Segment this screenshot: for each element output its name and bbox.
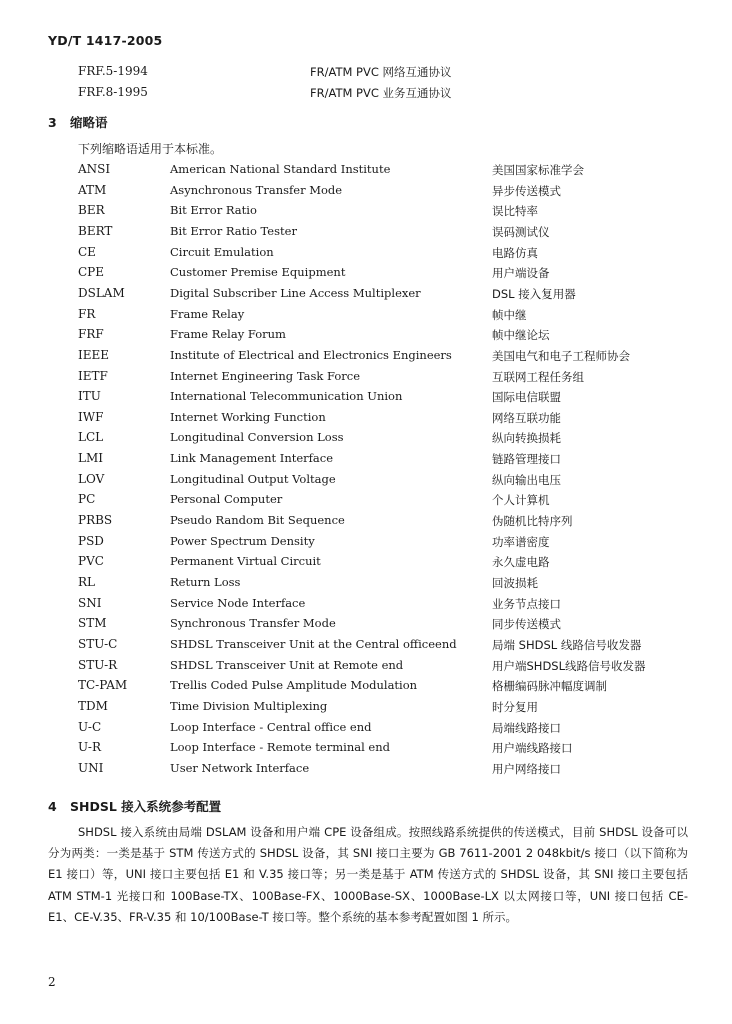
- abbreviation-english: International Telecommunication Union: [170, 389, 403, 404]
- abbreviation-chinese: 链路管理接口: [492, 452, 561, 467]
- abbreviation-chinese: 电路仿真: [492, 245, 538, 260]
- reference-row: [78, 64, 678, 82]
- abbreviation-term: DSLAM: [78, 285, 125, 300]
- abbreviation-chinese: 回波损耗: [492, 576, 538, 590]
- abbreviation-english: Asynchronous Transfer Mode: [170, 182, 343, 197]
- abbreviation-chinese: 伪随机比特序列: [492, 514, 573, 529]
- abbreviation-chinese: 用户端SHDSL线路信号收发器: [492, 658, 646, 673]
- abbreviation-english: Frame Relay: [170, 306, 245, 321]
- abbreviation-english: Synchronous Transfer Mode: [170, 616, 336, 631]
- section-4-heading: [48, 797, 221, 815]
- abbreviation-english: Longitudinal Conversion Loss: [170, 430, 344, 445]
- reference-code: FRF.5-1994: [78, 64, 148, 78]
- abbreviation-term: TC-PAM: [78, 678, 128, 693]
- abbreviation-term: CPE: [78, 265, 105, 280]
- abbreviation-row: [0, 430, 732, 451]
- abbreviation-row: [0, 492, 732, 513]
- abbreviation-chinese: 美国电气和电子工程师协会: [492, 348, 630, 363]
- abbreviation-chinese: 格栅编码脉冲幅度调制: [492, 679, 607, 694]
- abbreviation-english: Longitudinal Output Voltage: [170, 471, 336, 486]
- abbreviation-chinese: DSL 接入复用器: [492, 286, 576, 301]
- abbreviation-chinese: 网络互联功能: [492, 410, 561, 425]
- reference-title: FR/ATM PVC 网络互通协议: [310, 65, 452, 79]
- reference-title: FR/ATM PVC 业务互通协议: [310, 86, 452, 100]
- abbreviation-row: [0, 245, 732, 266]
- abbreviation-term: BERT: [78, 223, 113, 238]
- abbreviation-chinese: 局端线路接口: [492, 720, 561, 735]
- reference-code: FRF.8-1995: [78, 85, 148, 99]
- abbreviation-intro: 下列缩略语适用于本标准。: [78, 142, 223, 156]
- abbreviation-row: [0, 369, 732, 390]
- abbreviation-term: LCL: [78, 430, 104, 445]
- standard-id-header: YD/T 1417-2005: [48, 33, 163, 48]
- abbreviation-term: TDM: [78, 698, 108, 713]
- abbreviation-term: PRBS: [78, 513, 113, 528]
- abbreviation-chinese: 误比特率: [492, 204, 538, 219]
- abbreviation-term: SNI: [78, 595, 102, 610]
- abbreviation-chinese: 纵向输出电压: [492, 472, 561, 487]
- abbreviation-chinese: 个人计算机: [492, 493, 550, 508]
- abbreviation-term: LMI: [78, 451, 103, 466]
- abbreviation-term: STU-C: [78, 636, 118, 651]
- abbreviation-row: [0, 616, 732, 637]
- abbreviation-term: BER: [78, 203, 105, 218]
- abbreviation-chinese: 业务节点接口: [492, 596, 561, 611]
- abbreviation-english: SHDSL Transceiver Unit at the Central officeend: [170, 636, 457, 651]
- abbreviation-row: [0, 224, 732, 245]
- abbreviation-row: [0, 720, 732, 741]
- abbreviation-english: Internet Working Function: [170, 409, 326, 424]
- abbreviation-chinese: 用户网络接口: [492, 761, 561, 776]
- abbreviation-term: FRF: [78, 327, 104, 342]
- abbreviation-chinese: 异步传送模式: [492, 183, 561, 198]
- abbreviation-row: [0, 513, 732, 534]
- abbreviation-row: [0, 678, 732, 699]
- abbreviation-row: [0, 389, 732, 410]
- abbreviation-english: Permanent Virtual Circuit: [170, 554, 321, 569]
- abbreviation-term: UNI: [78, 760, 104, 775]
- abbreviation-term: FR: [78, 306, 96, 321]
- abbreviation-english: Customer Premise Equipment: [170, 265, 346, 280]
- abbreviation-chinese: 永久虚电路: [492, 555, 550, 570]
- abbreviation-term: ANSI: [78, 162, 111, 176]
- abbreviation-row: [0, 575, 732, 596]
- abbreviation-row: [0, 554, 732, 575]
- abbreviation-chinese: 帧中继论坛: [492, 328, 550, 343]
- abbreviation-term: ITU: [78, 389, 101, 404]
- section-number: 4: [48, 799, 57, 814]
- abbreviation-english: Circuit Emulation: [170, 244, 274, 259]
- abbreviation-term: IETF: [78, 368, 108, 383]
- abbreviation-row: [0, 596, 732, 617]
- abbreviation-chinese: 美国国家标准学会: [492, 163, 584, 177]
- abbreviation-chinese: 功率谱密度: [492, 534, 550, 549]
- section-3-heading: [48, 113, 108, 131]
- abbreviation-term: ATM: [78, 182, 107, 197]
- abbreviation-row: [0, 183, 732, 204]
- abbreviation-chinese: 国际电信联盟: [492, 390, 561, 405]
- abbreviation-row: [0, 203, 732, 224]
- abbreviation-english: Personal Computer: [170, 492, 283, 507]
- abbreviation-row: [0, 472, 732, 493]
- abbreviation-row: [0, 327, 732, 348]
- abbreviation-english: Digital Subscriber Line Access Multiplexer: [170, 285, 421, 300]
- abbreviation-english: American National Standard Institute: [170, 162, 391, 176]
- abbreviation-english: Link Management Interface: [170, 451, 334, 466]
- abbreviation-english: Power Spectrum Density: [170, 533, 315, 548]
- section-4-paragraph: SHDSL 接入系统由局端 DSLAM 设备和用户端 CPE 设备组成。按照线路系统提供的传送模式，目前 SHDSL 设备可以分为两类：一类是基于 STM 传送方式的 SHDSL 设备，其 SNI 接口主要为 GB 7611-2001 2 048kbit/s 接口（以下简称为 E1 接口）等，UNI 接口主要包括 E1 和 V.35 接口等；另一类是基于 ATM 传送方式的 SHDSL 设备，其 SNI 接口主要包括 ATM STM-1 光接口和 100Base-TX、100Base-FX、1000Base-SX、1000Base-LX 以太网接口等，UNI 接口包括 CE-E1、CE-V.35、FR-V.35 和 10/100Base-T 接口等。整个系统的基本参考配置如图 1 所示。: [48, 825, 688, 924]
- abbreviation-english: Loop Interface - Remote terminal end: [170, 740, 390, 755]
- abbreviation-term: IWF: [78, 409, 104, 424]
- abbreviation-row: [0, 637, 732, 658]
- abbreviation-row: [0, 761, 732, 782]
- abbreviation-term: U-C: [78, 719, 102, 734]
- abbreviation-row: [0, 410, 732, 431]
- abbreviation-row: [0, 740, 732, 761]
- abbreviation-english: SHDSL Transceiver Unit at Remote end: [170, 657, 404, 672]
- abbreviation-row: [0, 658, 732, 679]
- abbreviation-row: [0, 534, 732, 555]
- abbreviation-english: Pseudo Random Bit Sequence: [170, 513, 345, 528]
- abbreviation-term: STM: [78, 616, 107, 631]
- reference-row: [78, 85, 678, 103]
- abbreviation-term: PVC: [78, 554, 104, 569]
- abbreviation-english: Frame Relay Forum: [170, 327, 286, 342]
- abbreviation-term: STU-R: [78, 657, 118, 672]
- abbreviation-english: Institute of Electrical and Electronics Engineers: [170, 347, 452, 362]
- abbreviation-term: LOV: [78, 471, 105, 486]
- abbreviation-chinese: 互联网工程任务组: [492, 369, 584, 384]
- abbreviation-english: User Network Interface: [170, 760, 310, 775]
- section-number: 3: [48, 115, 57, 130]
- abbreviation-chinese: 用户端设备: [492, 266, 550, 281]
- abbreviation-term: PC: [78, 492, 96, 507]
- page-number: 2: [48, 975, 56, 989]
- abbreviation-english: Bit Error Ratio Tester: [170, 223, 297, 238]
- abbreviation-term: RL: [78, 575, 96, 589]
- section-title: SHDSL 接入系统参考配置: [70, 799, 222, 814]
- abbreviation-english: Internet Engineering Task Force: [170, 368, 360, 383]
- abbreviation-row: [0, 307, 732, 328]
- section-title: 缩略语: [70, 115, 108, 130]
- abbreviation-chinese: 纵向转换损耗: [492, 431, 561, 446]
- abbreviation-term: U-R: [78, 740, 101, 755]
- abbreviation-term: PSD: [78, 533, 104, 548]
- abbreviation-row: [0, 162, 732, 183]
- abbreviation-chinese: 误码测试仪: [492, 224, 550, 239]
- abbreviation-english: Bit Error Ratio: [170, 203, 257, 218]
- abbreviation-term: CE: [78, 244, 96, 259]
- abbreviation-row: [0, 451, 732, 472]
- abbreviation-row: [0, 265, 732, 286]
- abbreviation-english: Return Loss: [170, 575, 241, 589]
- abbreviation-row: [0, 699, 732, 720]
- abbreviation-chinese: 时分复用: [492, 699, 538, 714]
- abbreviation-english: Loop Interface - Central office end: [170, 719, 372, 734]
- abbreviation-english: Time Division Multiplexing: [170, 698, 328, 713]
- abbreviation-term: IEEE: [78, 347, 110, 362]
- abbreviation-english: Service Node Interface: [170, 595, 306, 610]
- abbreviation-english: Trellis Coded Pulse Amplitude Modulation: [170, 678, 418, 693]
- abbreviation-chinese: 帧中继: [492, 307, 527, 322]
- abbreviation-chinese: 用户端线路接口: [492, 741, 573, 756]
- abbreviation-chinese: 同步传送模式: [492, 617, 561, 632]
- abbreviation-row: [0, 348, 732, 369]
- abbreviation-chinese: 局端 SHDSL 线路信号收发器: [492, 637, 642, 652]
- abbreviation-row: [0, 286, 732, 307]
